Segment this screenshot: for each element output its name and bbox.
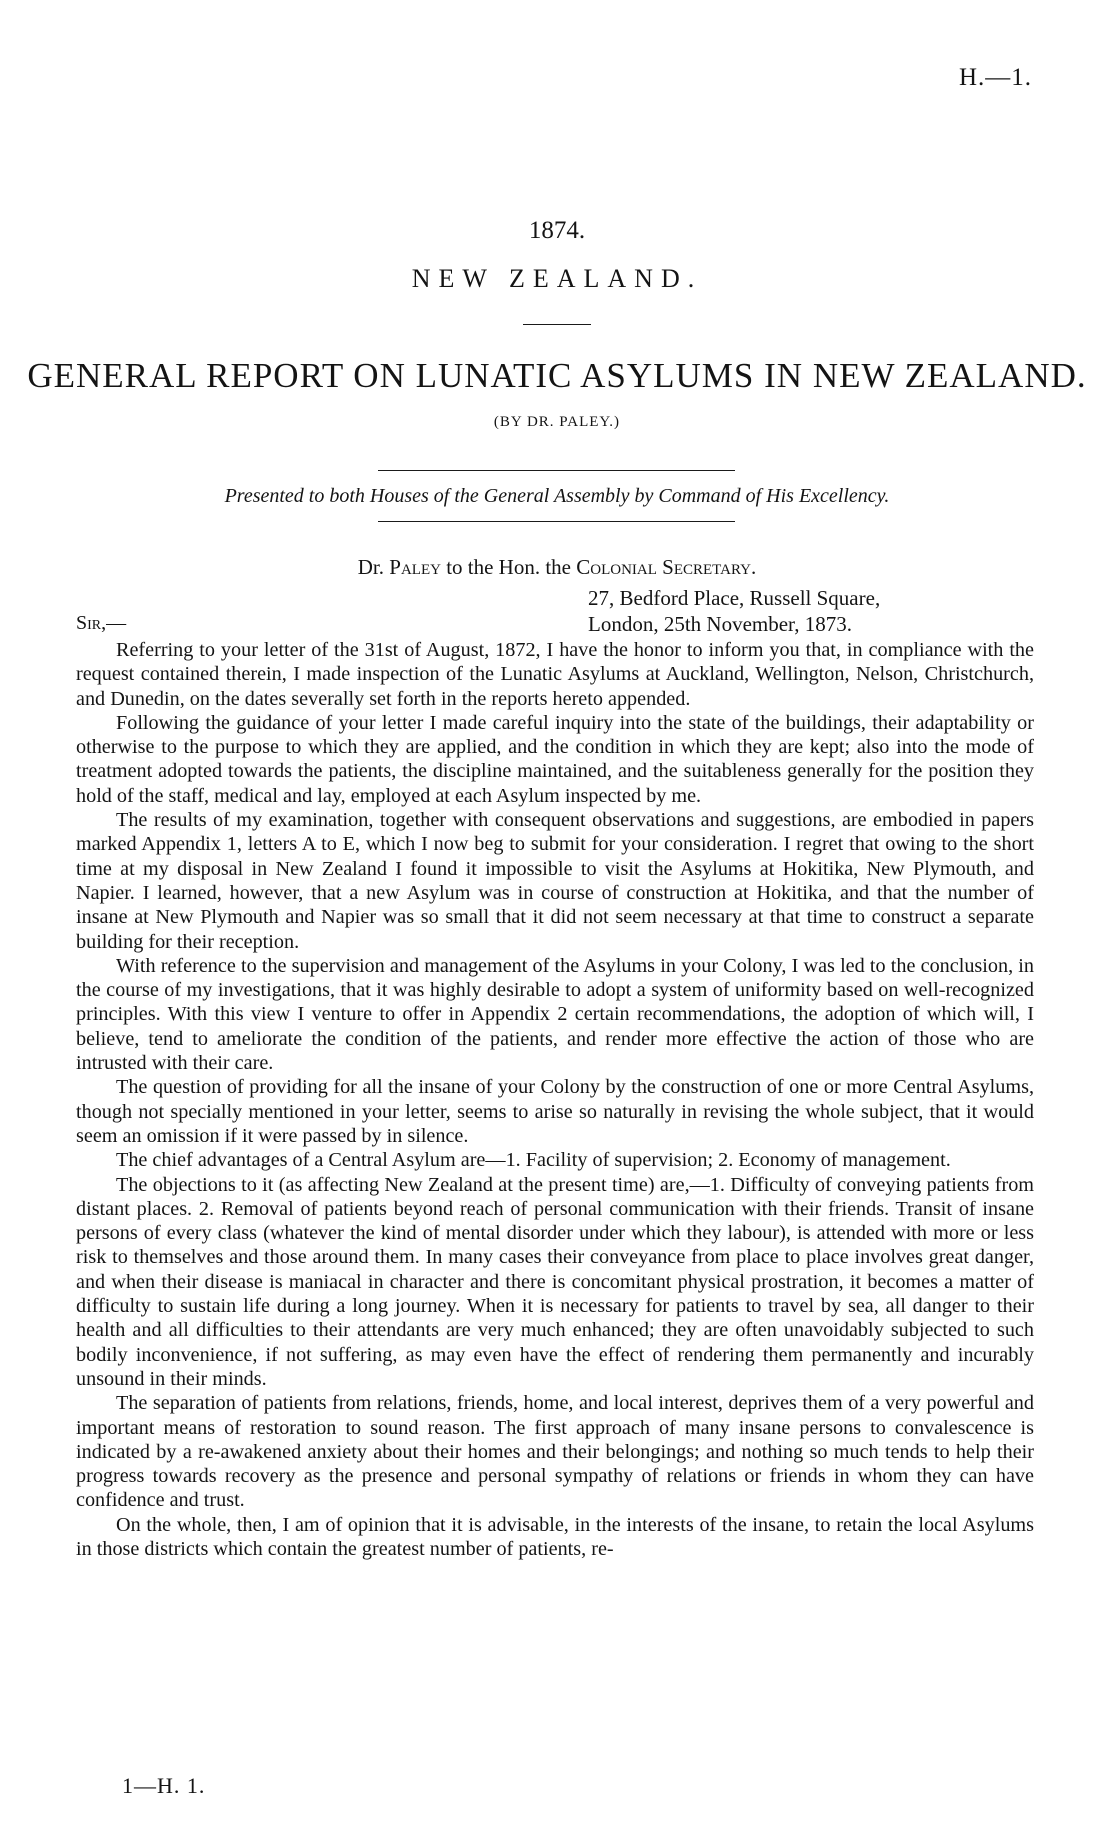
country-heading: NEW ZEALAND. [411, 264, 703, 293]
paragraph-8: The separation of patients from relations, friends, home, and local interest, deprives them of a very powerful and important means of restoration to sound reason. The first approach of many insane persons to convalescence is indicated by a re-awakened anxiety about their homes and their belongings; and nothing so much tends to help their progress towards recovery as the presence and personal sympathy of relations or friends in whom they can have confidence and trust. [76, 1392, 1034, 1512]
paragraph-5: The question of providing for all the insane of your Colony by the construction of one or more Central Asylums, though not specially mentioned in your letter, seems to arise so naturally in revising the whole subject, that it would seem an omission if it were passed by in silence. [76, 1076, 1034, 1147]
report-title: GENERAL REPORT ON LUNATIC ASYLUMS IN NEW ZEALAND. [27, 356, 1087, 395]
letter-heading-part2: to the Hon. the [440, 555, 577, 579]
letter-heading-office: Colonial Secretary. [576, 555, 757, 579]
paragraph-9: On the whole, then, I am of opinion that it is advisable, in the interests of the insane, to retain the local Asylums in those districts which contain the greatest number of patients, re- [76, 1513, 1034, 1560]
letter-heading [0, 555, 1114, 580]
presented-line: Presented to both Houses of the General Assembly by Command of His Excellency. [224, 485, 890, 507]
letter-heading-name: Paley [389, 555, 441, 579]
page-signature: 1—H. 1. [122, 1773, 206, 1798]
address-line-1: 27, Bedford Place, Russell Square, [588, 586, 881, 610]
report-author: (BY DR. PALEY.) [493, 414, 621, 430]
paragraph-6: The chief advantages of a Central Asylum are—1. Facility of supervision; 2. Economy of management. [116, 1149, 951, 1172]
letter-heading-part1: Dr. [357, 555, 390, 579]
divider-bottom [378, 521, 735, 522]
salutation: Sir,— [76, 612, 127, 634]
paragraph-1: Referring to your letter of the 31st of August, 1872, I have the honor to inform you that, in compliance with the request contained therein, I made inspection of the Lunatic Asylums at Auckland, Wellington, Nelson, Christchurch, and Dunedin, on the dates severally set forth in the reports hereto appended. [76, 639, 1034, 710]
paragraph-7: The objections to it (as affecting New Zealand at the present time) are,—1. Difficulty of conveying patients from distant places. 2. Removal of patients beyond reach of personal communication with their friends. Transit of insane persons of every class (whatever the kind of mental disorder under which they labour), is attended with more or less risk to themselves and those around them. In many cases their conveyance from place to place involves great danger, and when their disease is maniacal in character and there is concomitant physical prostration, it becomes a matter of difficulty to sustain life during a long journey. When it is necessary for patients to travel by sea, all danger to their health and all difficulties to their attendants are very much enhanced; they are often unavoidably subjected to such bodily inconvenience, if not suffering, as may even have the effect of rendering them permanently and incurably unsound in their minds. [76, 1173, 1034, 1390]
divider-top [378, 470, 735, 471]
page-reference: H.—1. [958, 64, 1032, 91]
year: 1874. [528, 217, 586, 244]
paragraph-3: The results of my examination, together with consequent observations and suggestions, are embodied in papers marked Appendix 1, letters A to E, which I now beg to submit for your consideration. I regret that owing to the short time at my disposal in New Zealand I found it impossible to visit the Asylums at Hokitika, New Plymouth, and Napier. I learned, however, that a new Asylum was in course of construction at Hokitika, and that the number of insane at New Plymouth and Napier was so small that it did not seem necessary at that time to construct a separate building for their reception. [76, 809, 1034, 953]
paragraph-2: Following the guidance of your letter I made careful inquiry into the state of the buildings, their adaptability or otherwise to the purpose to which they are applied, and the condition in which they are kept; also into the mode of treatment adopted towards the patients, the discipline maintained, and the suitableness generally for the position they hold of the staff, medical and lay, employed at each Asylum inspected by me. [76, 711, 1034, 807]
address-line-2: London, 25th November, 1873. [588, 612, 852, 636]
paragraph-4: With reference to the supervision and management of the Asylums in your Colony, I was led to the conclusion, in the course of my investigations, that it was highly desirable to adopt a system of uniformity based on well-recognized principles. With this view I venture to offer in Appendix 2 certain recommendations, the adoption of which will, I believe, tend to ameliorate the condition of the patients, and render more effective the action of those who are intrusted with their care. [76, 954, 1034, 1075]
letter-body [76, 638, 1034, 1561]
divider-short [523, 324, 591, 325]
